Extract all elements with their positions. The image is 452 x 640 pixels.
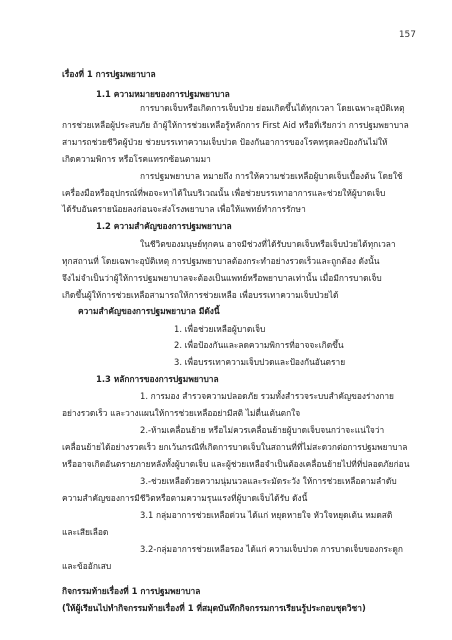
paragraph-line: การบาดเจ็บหรือเกิดการเจ็บป่วย ย่อมเกิดขึ้นได้ทุกเวลา โดยเฉพาะอุบัติเหตุ [140,103,405,113]
paragraph-line: เกิดความพิการ หรือโรคแทรกซ้อนตามมา [62,154,211,164]
list-item: 3. เพื่อบรรเทาความเจ็บปวดและป้องกันอันตราย [174,357,346,367]
page-number: 157 [398,30,416,40]
list-item: 1. เพื่อช่วยเหลือผู้บาดเจ็บ [174,324,266,334]
paragraph-line: ความสำคัญของการมีชีวิตหรือตามความรุนแรงที่ผู้บาดเจ็บได้รับ ดังนี้ [62,493,308,503]
importance-list-heading: ความสำคัญของการปฐมพยาบาล มีดังนี้ [78,306,220,316]
paragraph-line: ในชีวิตของมนุษย์ทุกคน อาจมีช่วงที่ได้รับบาดเจ็บหรือเจ็บป่วยได้ทุกเวลา [140,239,396,249]
subheading-principles: 1.3 หลักการของการปฐมพยาบาล [96,374,219,384]
paragraph-line: 1. การมอง สำรวจความปลอดภัย รวมทั้งสำรวจระบบสำคัญของร่างกาย [140,391,394,401]
paragraph-line: ได้รับอันตรายน้อยลงก่อนจะส่งโรงพยาบาล เพื่อให้แพทย์ทำการรักษา [62,204,306,214]
paragraph-line: หรืออาจเกิดอันตรายภายหลังทั้งผู้บาดเจ็บ และผู้ช่วยเหลือจำเป็นต้องเคลื่อนย้ายไปที่ที่ปลอดภัยก่อน [62,459,410,469]
paragraph-line: การปฐมพยาบาล หมายถึง การให้ความช่วยเหลือผู้บาดเจ็บเบื้องต้น โดยใช้ [140,171,403,181]
paragraph-line: เครื่องมือหรืออุปกรณ์ที่พอจะหาได้ในบริเวณนั้น เพื่อช่วยบรรเทาอาการและช่วยให้ผู้บาดเจ็บ [62,188,386,198]
paragraph-line: 3.1 กลุ่มอาการช่วยเหลือด่วน ได้แก่ หยุดหายใจ หัวใจหยุดเต้น หมดสติ [140,510,393,520]
paragraph-line: และเสียเลือด [62,527,109,537]
activity-heading: กิจกรรมท้ายเรื่องที่ 1 การปฐมพยาบาล [62,586,201,596]
subheading-importance: 1.2 ความสำคัญของการปฐมพยาบาล [96,221,232,231]
section-heading: เรื่องที่ 1 การปฐมพยาบาล [62,69,156,79]
paragraph-line: เคลื่อนย้ายได้อย่างรวดเร็ว ยกเว้นกรณีที่เกิดการบาดเจ็บในสถานที่ที่ไม่สะดวกต่อการปฐมพยาบาล [62,442,408,452]
paragraph-line: 2.-ห้ามเคลื่อนย้าย หรือไม่ควรเคลื่อนย้ายผู้บาดเจ็บจนกว่าจะแน่ใจว่า [140,425,385,435]
paragraph-line: การช่วยเหลือผู้ประสบภัย ถ้าผู้ให้การช่วยเหลือรู้หลักการ First Aid หรือที่เรียกว่า การปฐมพยาบาล [62,120,409,130]
paragraph-line: จึงไม่จำเป็นว่าผู้ให้การปฐมพยาบาลจะต้องเป็นแพทย์หรือพยาบาลเท่านั้น เมื่อมีการบาดเจ็บ [62,273,382,283]
paragraph-line: สามารถช่วยชีวิตผู้ป่วย ช่วยบรรเทาความเจ็บปวด ป้องกันอาการของโรคทรุดลงป้องกันไม่ให้ [62,137,388,147]
paragraph-line: เกิดขึ้นผู้ให้การช่วยเหลือสามารถให้การช่วยเหลือ เพื่อบรรเทาความเจ็บป่วยได้ [62,290,339,300]
list-item: 2. เพื่อป้องกันและลดความพิการที่อาจจะเกิดขึ้น [174,340,344,350]
paragraph-line: 3.2-กลุ่มอาการช่วยเหลือรอง ได้แก่ ความเจ็บปวด การบาดเจ็บของกระดูก [140,544,403,554]
activity-instruction: (ให้ผู้เรียนไปทำกิจกรรมท้ายเรื่องที่ 1 ที่สมุดบันทึกกิจกรรมการเรียนรู้ประกอบชุดวิชา) [62,603,366,613]
paragraph-line: ทุกสถานที่ โดยเฉพาะอุบัติเหตุ การปฐมพยาบาลต้องกระทำอย่างรวดเร็วและถูกต้อง ดังนั้น [62,256,380,266]
paragraph-line: และข้ออักเสบ [62,561,112,571]
subheading-meaning: 1.1 ความหมายของการปฐมพยาบาล [96,89,230,99]
paragraph-line: 3.-ช่วยเหลือด้วยความนุ่มนวลและระมัดระวัง ให้การช่วยเหลือตามลำดับ [140,476,397,486]
paragraph-line: อย่างรวดเร็ว และวางแผนให้การช่วยเหลืออย่ามีสติ ไม่ตื่นเต้นตกใจ [62,408,301,418]
